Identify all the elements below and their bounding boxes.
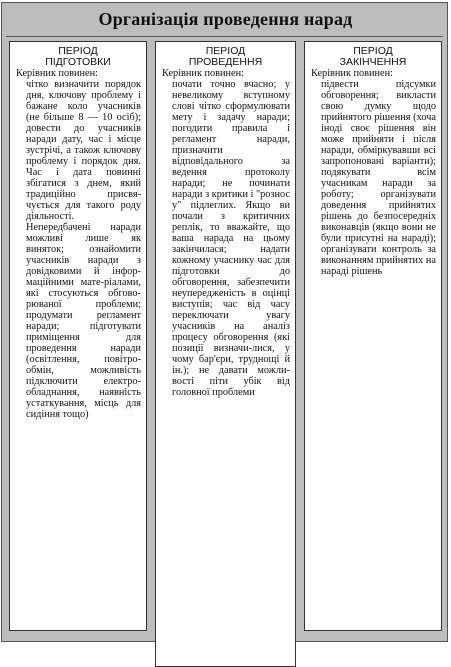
heading-line: ПІДГОТОВКИ [45,56,111,68]
column-heading [156,46,295,68]
heading-line: ПРОВЕДЕННЯ [188,56,263,68]
heading-line: ЗАКІНЧЕННЯ [339,56,407,68]
column-paragraph: почати точно вчасно; у невеликому вступному слові чітко сформулювати мету і задачу наради; погодити правила і регламент наради, призначити відповідального за ведення протоколу наради; не починати наради з критики і "рознос у" підлеглих. Якщо ви почали з критичних реплік, то вважайте, що ваша нарада на цьому закінчилася; надати кожному учаснику час для підготовки до обговорення, забезпечити неупередженість в оцінці виступів; час від часу переключати увагу учасників на аналіз процесу обговорення (які позиції визначи-лися, у чому бар'єри, труднощі й ін.); не давати можли-вості піти убік від головної проблеми [172,79,291,398]
column-completion [304,41,442,631]
heading-line: ПЕРІОД [205,45,246,57]
column-text [156,79,295,398]
column-heading [305,46,441,68]
column-text [305,79,441,277]
column-lead: Керівник повинен: [162,68,244,79]
column-conduct [155,41,296,667]
column-text [10,79,146,420]
heading-line: ПЕРІОД [58,45,98,57]
column-paragraph: підвести підсумки обговорення; викласти свою думку щодо прийнятого рішення (хоча іноді своє рішення він може прийняти і після наради, обміркувавши всі запропоновані варіанти); подякувати всім учасникам наради за роботу; організувати доведення прийнятих рішень до безпосередніх виконавців (якщо вони не були присутні на нараді); організувати контроль за виконанням прийнятих на нараді рішень [321,79,436,277]
heading-line: ПЕРІОД [353,45,393,57]
title-divider [6,36,443,37]
column-preparation [9,41,147,631]
diagram-title: Організація проведення нарад [98,9,353,29]
column-lead: Керівник повинен: [16,68,98,79]
column-lead: Керівник повинен: [311,68,393,79]
column-paragraph: чітко визначити порядок дня, ключову проблему і бажане коло учасників (не більше 8 — 10 осіб); довести до учасників наради дату, час і місце зустрічі, а також ключову проблему і порядок дня. Час і дата повинні збігатися з днем, який традиційно присвя-чується для такого роду діяльності. Непередбачені наради можливі лише як виняток; ознайомити учасників наради з довідковими й інфор-маційними мате-ріалами, які стосуються обгово-рюваної проблеми; продумати регламент наради; підготувати приміщення для проведення наради (освітлення, повітро-обмін, можливість підключити електро-обладнання, наявність устаткування, місць для сидіння тощо) [26,79,141,420]
column-heading [10,46,146,68]
